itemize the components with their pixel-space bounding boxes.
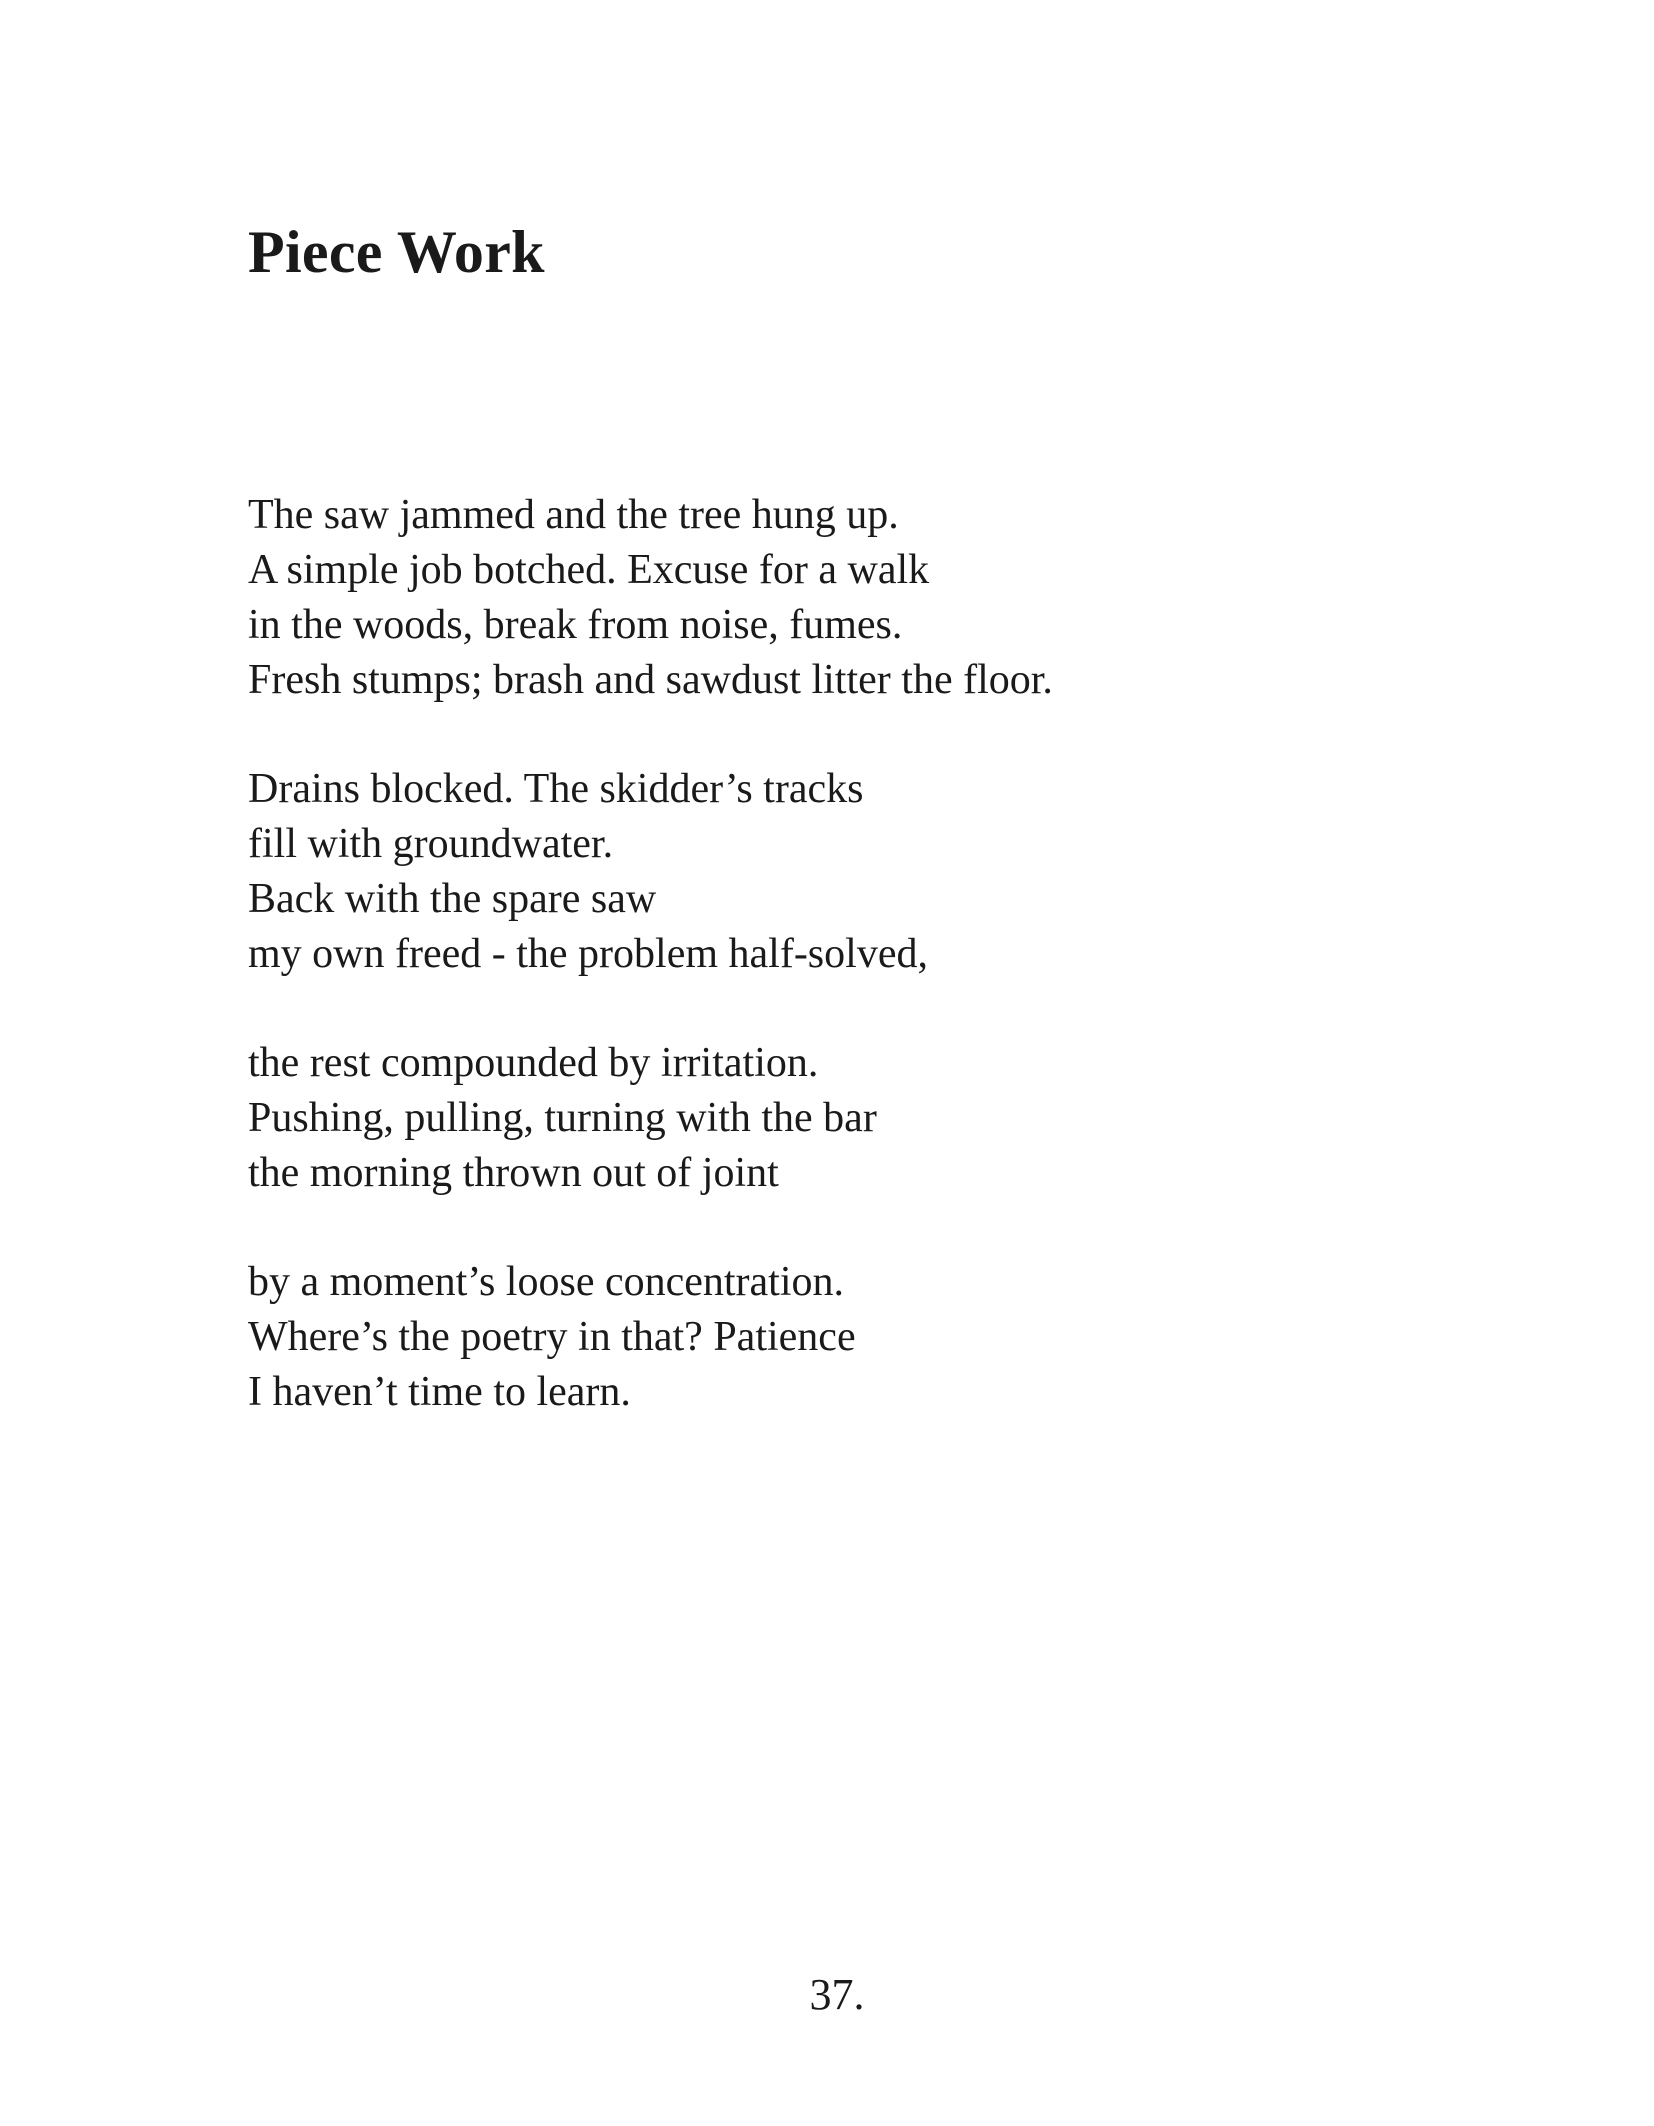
poem-title: Piece Work — [248, 219, 545, 285]
page-number: 37. — [809, 1970, 865, 2019]
poem-line: A simple job botched. Excuse for a walk — [248, 547, 930, 593]
poem-body — [248, 488, 1448, 1474]
poem-line: the morning thrown out of joint — [248, 1150, 779, 1196]
poem-line: I haven’t time to learn. — [248, 1369, 631, 1415]
poem-line: by a moment’s loose concentration. — [248, 1259, 845, 1305]
poem-line: my own freed - the problem half-solved, — [248, 931, 928, 977]
poem-line: The saw jammed and the tree hung up. — [248, 492, 899, 538]
poem-line: Fresh stumps; brash and sawdust litter the floor. — [248, 657, 1053, 703]
poem-line: the rest compounded by irritation. — [248, 1040, 819, 1086]
poem-line: Drains blocked. The skidder’s tracks — [248, 766, 864, 812]
stanza-4 — [248, 1255, 1448, 1420]
poem-line: fill with groundwater. — [248, 821, 614, 867]
poem-line: Pushing, pulling, turning with the bar — [248, 1095, 877, 1141]
poem-line: in the woods, break from noise, fumes. — [248, 602, 903, 648]
poem-line: Where’s the poetry in that? Patience — [248, 1314, 856, 1360]
stanza-2 — [248, 762, 1448, 982]
stanza-3 — [248, 1036, 1448, 1201]
stanza-1 — [248, 488, 1448, 708]
poem-line: Back with the spare saw — [248, 876, 657, 922]
